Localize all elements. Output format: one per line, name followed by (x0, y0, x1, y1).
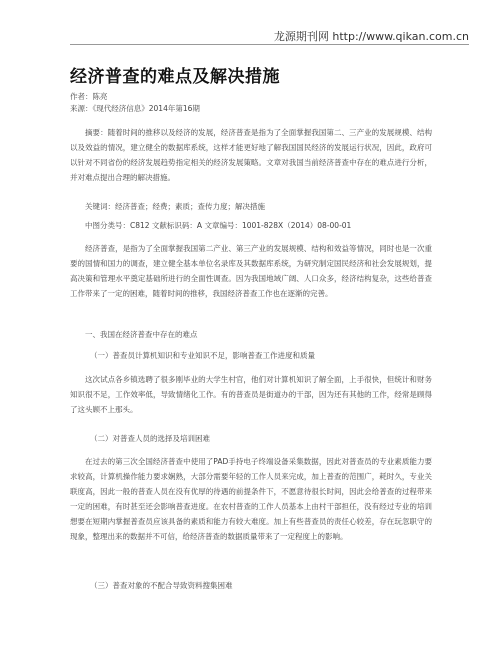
subsection-heading-3: （三）普查对象的不配合导致资料搜集困难 (90, 581, 233, 590)
article-title: 经济普查的难点及解决措施 (70, 67, 280, 87)
article-classification: 中图分类号：C812 文献标识码：A 文章编号：1001-828X（2014）08-00-01 (85, 221, 352, 230)
article-abstract: 摘要：随着时间的推移以及经济的发展，经济普查是指为了全面掌握我国第二、三产业的发展规模、结构以及效益的情况，建立健全的数据库系统，这样才能更好地了解我国国民经济的发展运行状况，因此，政府可以针对不同省份的经济发展趋势指定相关的经济发展策略。文章对我国当前经济普查中存在的难点进行分析，并对难点提出合理的解决措施。 (70, 128, 432, 182)
site-header: 龙源期刊网 http://www.qikan.com.cn (273, 30, 469, 43)
intro-paragraph: 经济普查，是指为了全面掌握我国第二产业、第三产业的发展规模、结构和效益等情况，同时也是一次重要的国情和国力的调查，建立健全基本单位名录库及其数据库系统，为研究制定国民经济和社会发展规划，提高决策和管理水平奠定基础所进行的全面性调查。因为我国地域广阔、人口众多，经济结构复杂，这些给普查工作带来了一定的困难，随着时间的推移，我国经济普查工作也在逐渐的完善。 (70, 244, 432, 298)
article-author: 作者：陈亮 (70, 92, 108, 101)
subsection-1-paragraph: 这次试点各乡镇选聘了很多刚毕业的大学生村官，他们对计算机知识了解全面，上手很快，但统计和财务知识很不足，工作效率低，导致情绪化工作。有的普查员是街道办的干部，因为还有其他的工作，经常是顾得了这头顾不上那头。 (70, 375, 432, 414)
header-divider (70, 44, 469, 45)
subsection-2-paragraph: 在过去的第三次全国经济普查中使用了PAD手持电子终端设备采集数据，因此对普查员的专业素质能力要求较高，计算机操作能力要求娴熟，大部分需要年轻的工作人员来完成，加上普查的范围广，耗时久，专业关联度高，因此一般的普查人员在没有优厚的待遇的前提条件下，不愿意待很长时间，因此会给普查的过程带来一定的困难，有时甚至还会影响普查进度。在农村普查的工作人员基本上由村干部担任，没有经过专业的培训想要在短期内掌握普查员应该具备的素质和能力有较大难度。加上有些普查员的责任心较差，存在玩忽职守的现象，整理出来的数据并不可信，给经济普查的数据质量带来了一定程度上的影响。 (70, 457, 432, 541)
article-source: 来源：《现代经济信息》2014年第16期 (70, 104, 200, 113)
section-heading-1: 一、我国在经济普查中存在的难点 (85, 330, 198, 339)
subsection-heading-2: （二）对普查人员的选择及培训困难 (90, 434, 210, 443)
article-keywords: 关键词：经济普查；经费；素质；查传力度；解决措施 (85, 202, 265, 211)
subsection-heading-1: （一）普查员计算机知识和专业知识不足，影响普查工作进度和质量 (90, 351, 315, 360)
